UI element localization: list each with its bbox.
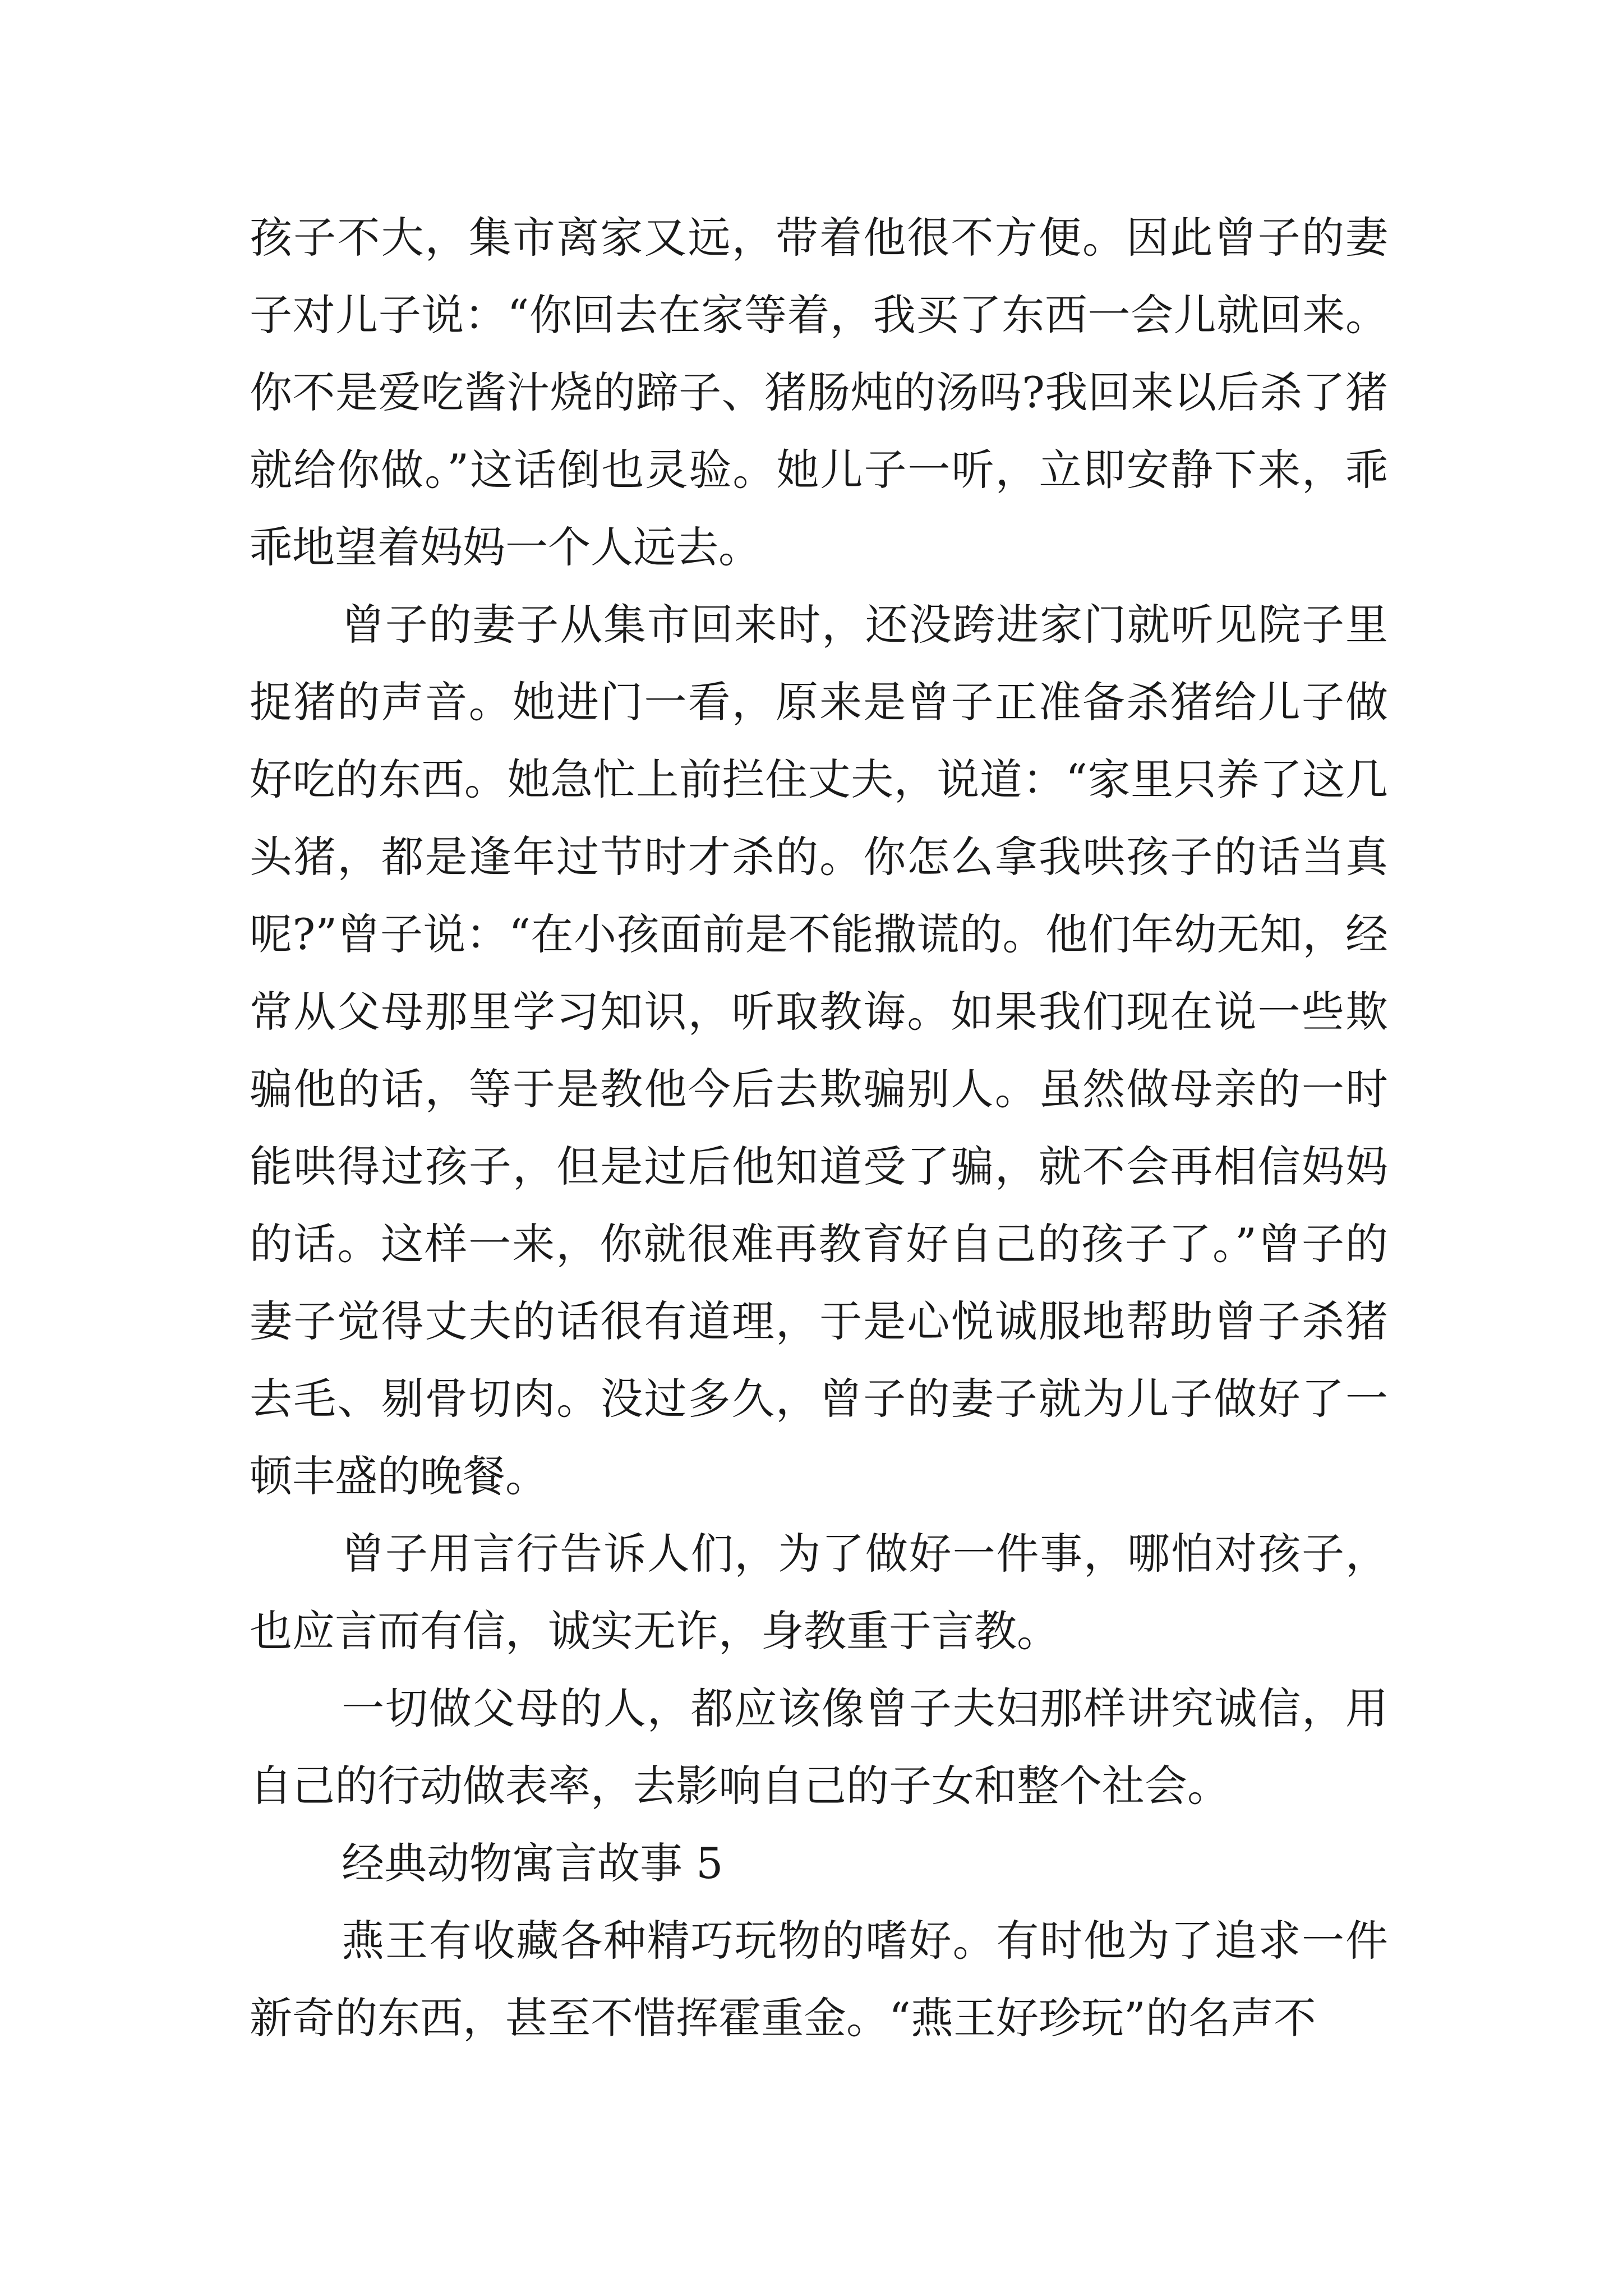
section-heading: 经典动物寓言故事 5 <box>342 1838 723 1888</box>
paragraph-4: 一切做父母的人，都应该像曾子夫妇那样讲究诚信，用自己的行动做表率，去影响自己的子女和整个社会。 <box>250 1683 1388 1811</box>
paragraph-1: 孩子不大，集市离家又远，带着他很不方便。因此曾子的妻子对儿子说：“你回去在家等着，我买了东西一会儿就回来。你不是爱吃酱汁烧的蹄子、猪肠炖的汤吗?我回来以后杀了猪就给你做。”这话倒也灵验。她儿子一听，立即安静下来，乖乖地望着妈妈一个人远去。 <box>250 213 1388 572</box>
paragraph-2: 曾子的妻子从集市回来时，还没跨进家门就听见院子里捉猪的声音。她进门一看，原来是曾子正准备杀猪给儿子做好吃的东西。她急忙上前拦住丈夫，说道：“家里只养了这几头猪，都是逢年过节时才杀的。你怎么拿我哄孩子的话当真呢?”曾子说：“在小孩面前是不能撒谎的。他们年幼无知，经常从父母那里学习知识，听取教诲。如果我们现在说一些欺骗他的话，等于是教他今后去欺骗别人。虽然做母亲的一时能哄得过孩子，但是过后他知道受了骗，就不会再相信妈妈的话。这样一来，你就很难再教育好自己的孩子了。”曾子的妻子觉得丈夫的话很有道理，于是心悦诚服地帮助曾子杀猪去毛、剔骨切肉。没过多久，曾子的妻子就为儿子做好了一顿丰盛的晚餐。 <box>250 600 1388 1501</box>
paragraph-3: 曾子用言行告诉人们，为了做好一件事，哪怕对孩子，也应言而有信，诚实无诈，身教重于言教。 <box>250 1529 1388 1656</box>
paragraph-5: 燕王有收藏各种精巧玩物的嗜好。有时他为了追求一件新奇的东西，甚至不惜挥霍重金。“燕王好珍玩”的名声不 <box>250 1916 1388 2043</box>
document-body <box>250 199 1388 2057</box>
